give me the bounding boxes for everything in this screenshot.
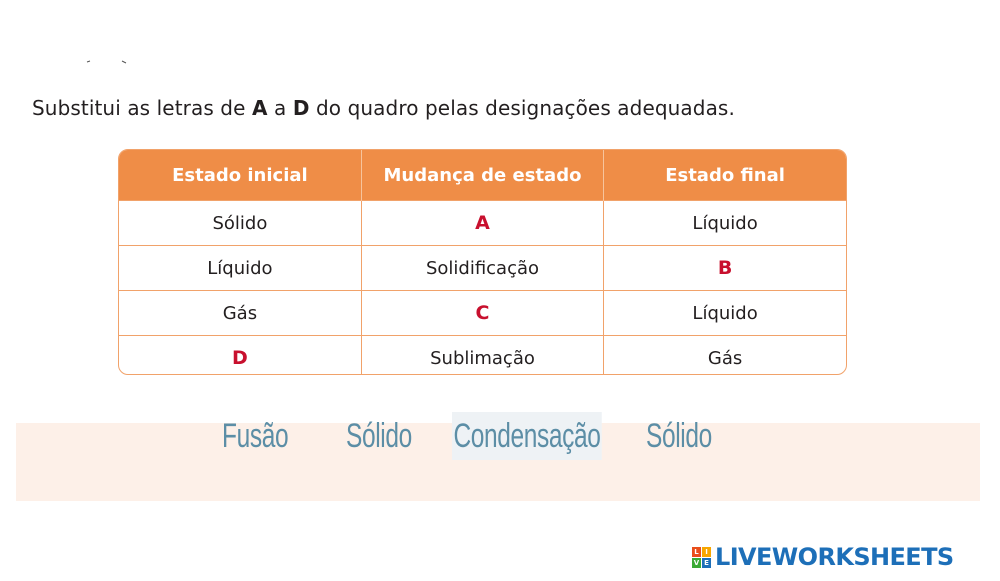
pen-scribble-mark [86, 58, 130, 64]
header-estado-inicial: Estado inicial [119, 150, 361, 201]
instruction-part-1: Substitui as letras de [32, 96, 252, 120]
answer-slot-a[interactable]: A [361, 201, 603, 246]
table-row [119, 336, 846, 376]
table-row [119, 201, 846, 246]
drag-option-solido-1[interactable]: Sólido [346, 416, 412, 455]
instruction-part-3: do quadro pelas designações adequadas. [309, 96, 735, 120]
answer-slot-b[interactable]: B [604, 246, 846, 291]
drag-option-fusao[interactable]: Fusão [222, 416, 289, 455]
header-estado-final: Estado final [604, 150, 846, 201]
table-row [119, 246, 846, 291]
drag-option-solido-2[interactable]: Sólido [646, 416, 712, 455]
instruction-letter-d: D [292, 96, 310, 120]
drag-option-condensacao[interactable]: Condensação [452, 412, 602, 460]
table-cell: Sublimação [361, 336, 603, 376]
state-change-table [118, 149, 847, 375]
table-cell: Líquido [604, 291, 846, 336]
table-cell: Gás [119, 291, 361, 336]
liveworksheets-logo-text: LIVEWORKSHEETS [715, 543, 954, 571]
table-cell: Sólido [119, 201, 361, 246]
instruction-part-2: a [267, 96, 293, 120]
table-cell: Solidificação [361, 246, 603, 291]
table-cell: Líquido [604, 201, 846, 246]
table-cell: Líquido [119, 246, 361, 291]
answer-slot-d[interactable]: D [119, 336, 361, 376]
instruction-letter-a: A [251, 96, 268, 120]
liveworksheets-logo-icon: L I V E [692, 547, 711, 568]
table-row [119, 291, 846, 336]
instruction-text [32, 96, 735, 120]
answer-slot-c[interactable]: C [361, 291, 603, 336]
liveworksheets-logo[interactable] [692, 542, 954, 572]
header-mudanca-de-estado: Mudança de estado [361, 150, 603, 201]
table-cell: Gás [604, 336, 846, 376]
table-header-row [119, 150, 846, 201]
